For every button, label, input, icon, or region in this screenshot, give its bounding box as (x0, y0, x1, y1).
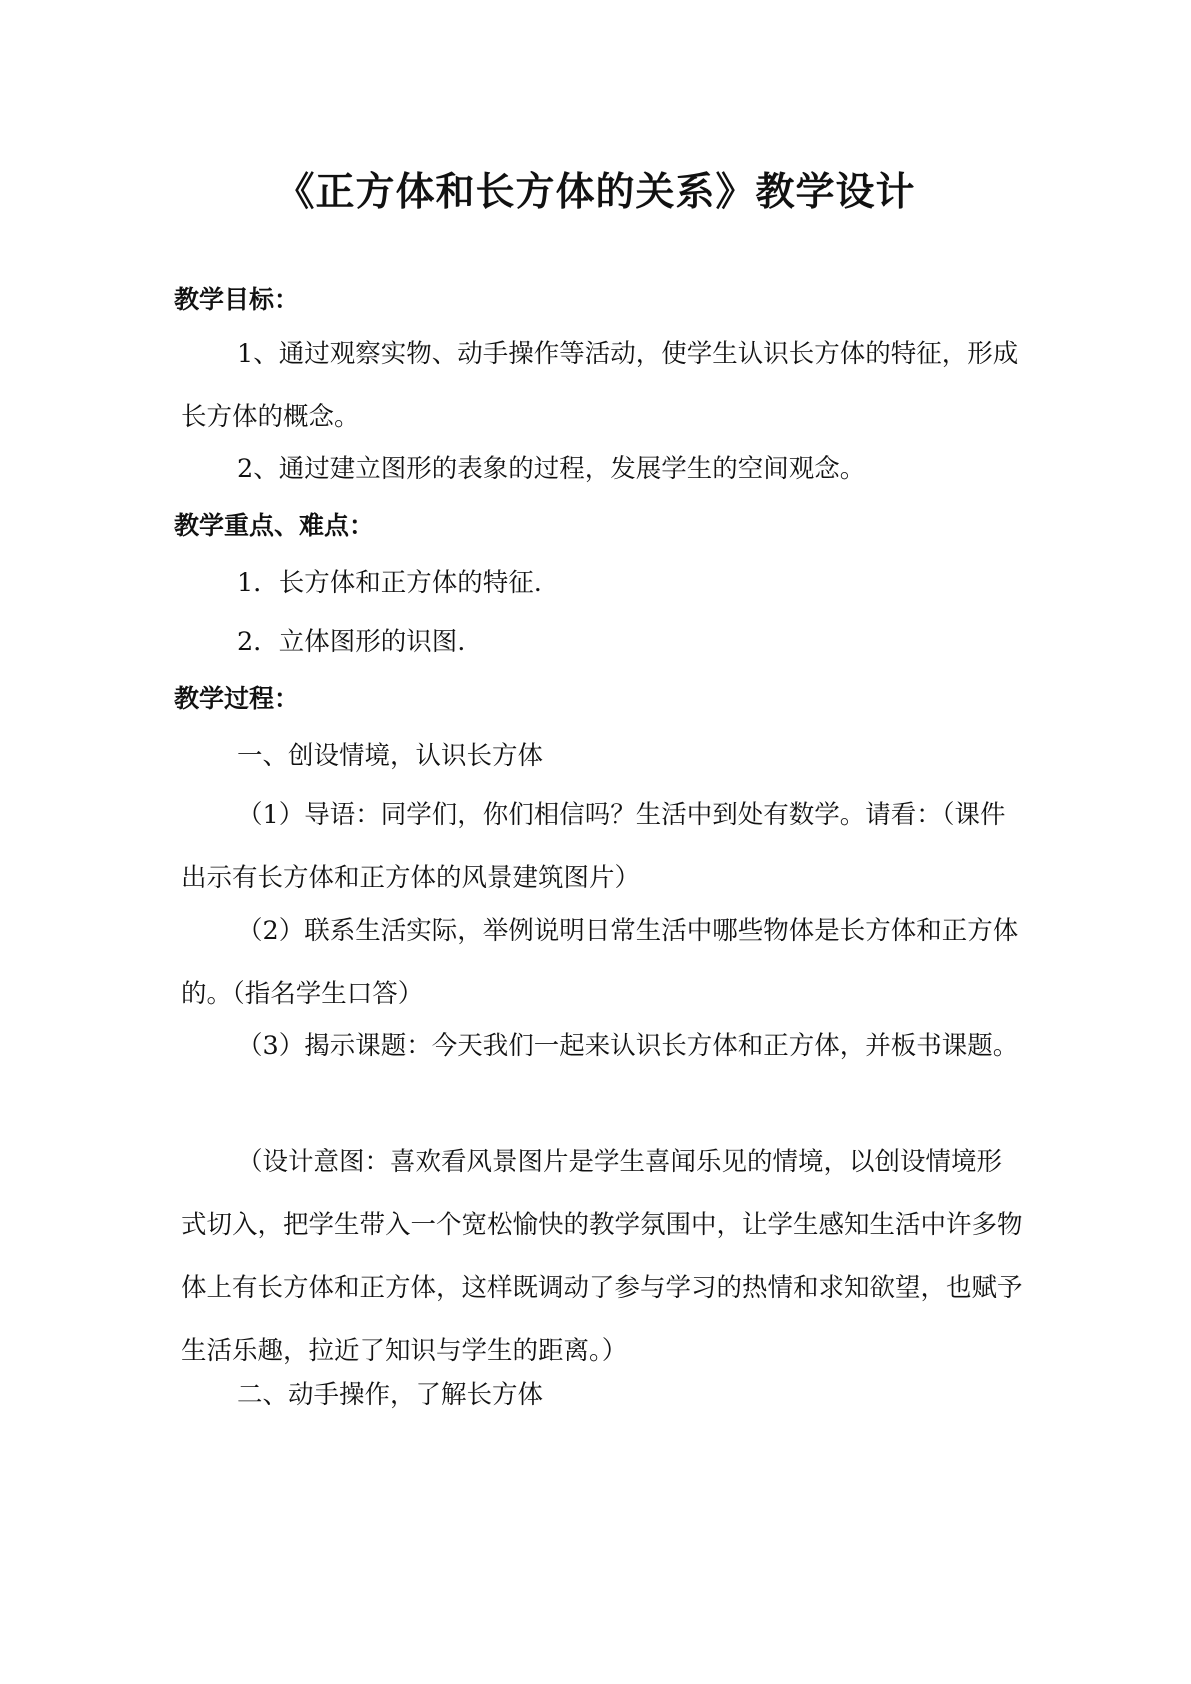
key-point-item-2: 2．立体图形的识图. (237, 627, 466, 657)
process-heading: 教学过程： (174, 684, 300, 713)
process-step-2: 二、动手操作，了解长方体 (237, 1380, 544, 1410)
objectives-heading: 教学目标： (174, 285, 300, 314)
process-step-1: 一、创设情境，认识长方体 (237, 741, 544, 771)
process-topic-paragraph: （3）揭示课题：今天我们一起来认识长方体和正方体，并板书课题。 (237, 1031, 1019, 1061)
objective-item-1: 1、通过观察实物、动手操作等活动，使学生认识长方体的特征，形成长方体的概念。 (181, 339, 1019, 432)
key-points-heading: 教学重点、难点： (174, 511, 375, 540)
process-example-paragraph: （2）联系生活实际，举例说明日常生活中哪些物体是长方体和正方体的。（指名学生口答） (181, 916, 1019, 1009)
objective-item-2: 2、通过建立图形的表象的过程，发展学生的空间观念。 (237, 454, 866, 484)
process-design-intent: （设计意图：喜欢看风景图片是学生喜闻乐见的情境，以创设情境形式切入，把学生带入一个宽松愉快的教学氛围中，让学生感知生活中许多物体上有长方体和正方体，这样既调动了参与学习的热情和求知欲望，也赋予生活乐趣，拉近了知识与学生的距离。） (181, 1147, 1023, 1366)
document-title: 《正方体和长方体的关系》教学设计 (275, 169, 916, 215)
key-point-item-1: 1．长方体和正方体的特征. (237, 568, 542, 598)
process-guide-paragraph: （1）导语：同学们，你们相信吗？生活中到处有数学。请看：（课件出示有长方体和正方体的风景建筑图片） (181, 800, 1006, 893)
